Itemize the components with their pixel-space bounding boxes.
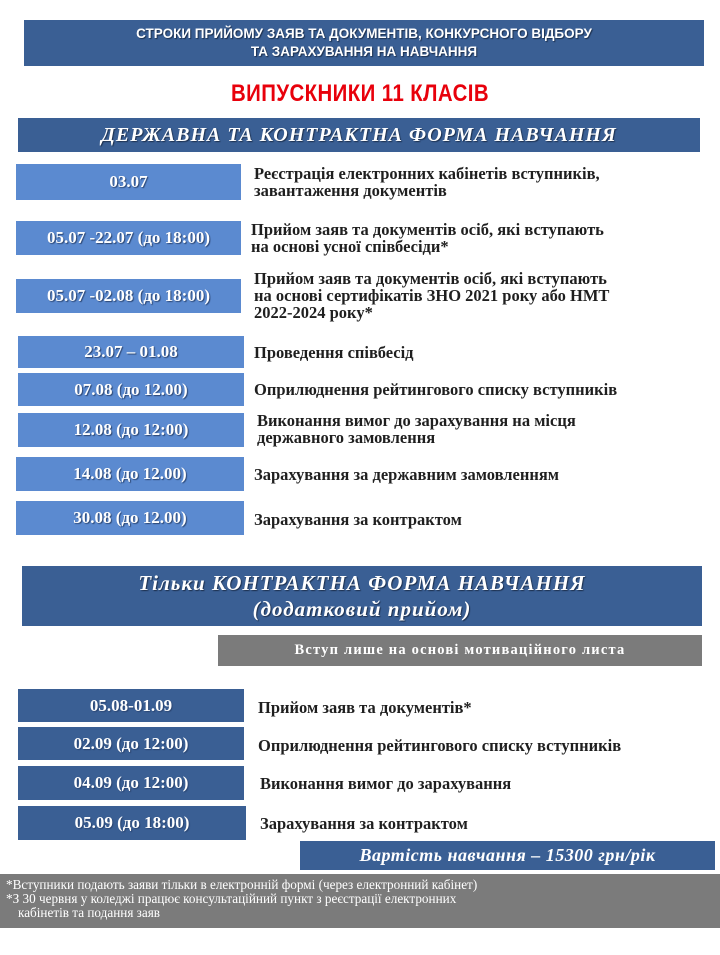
- page-header: [24, 20, 704, 66]
- schedule-description: Прийом заяв та документів*: [258, 698, 472, 717]
- schedule-description: [254, 466, 714, 483]
- section-contract-only-title: [22, 566, 702, 626]
- description-line: на основі усної співбесіди*: [251, 237, 449, 256]
- description-line: завантаження документів: [254, 181, 447, 200]
- date-box: 05.08-01.09: [18, 689, 244, 722]
- description-line: Прийом заяв та документів осіб, які вступають: [254, 269, 607, 288]
- schedule-description: Зарахування за контрактом: [260, 814, 468, 833]
- footnotes: [0, 874, 720, 928]
- description-line: Зарахування за контрактом: [254, 510, 462, 529]
- schedule-description: [254, 270, 716, 321]
- section-title-line-2: (додатковий прийом): [252, 597, 472, 621]
- date-box: 05.07 -02.08 (до 18:00): [16, 279, 241, 313]
- header-line-2: ТА ЗАРАХУВАННЯ НА НАВЧАННЯ: [250, 44, 478, 59]
- description-line: Проведення співбесід: [254, 343, 414, 362]
- schedule-description: [257, 412, 717, 446]
- description-line: Оприлюднення рейтингового списку вступників: [254, 380, 618, 399]
- schedule-description: [254, 344, 714, 361]
- date-box: 14.08 (до 12.00): [16, 457, 244, 491]
- date-box: 05.07 -22.07 (до 18:00): [16, 221, 241, 255]
- schedule-description: [254, 165, 714, 199]
- schedule-description: [254, 511, 714, 528]
- footnote-1: *Вступники подають заяви тільки в електронній формі (через електронний кабінет): [6, 877, 478, 892]
- description-line: державного замовлення: [257, 428, 436, 447]
- description-line: Реєстрація електронних кабінетів вступників,: [254, 164, 600, 183]
- date-box: 05.09 (до 18:00): [18, 806, 246, 840]
- schedule-description: [251, 221, 716, 255]
- motivation-letter-note: Вступ лише на основі мотиваційного листа: [218, 635, 702, 666]
- date-box: 07.08 (до 12.00): [18, 373, 244, 406]
- date-box: 04.09 (до 12:00): [18, 766, 244, 800]
- description-line: Виконання вимог до зарахування на місця: [257, 411, 576, 430]
- schedule-description: Виконання вимог до зарахування: [260, 774, 512, 793]
- description-line: 2022-2024 року*: [254, 303, 373, 322]
- footnote-2: *З 30 червня у коледжі працює консультаційний пункт з реєстрації електронних: [6, 891, 457, 906]
- date-box: 12.08 (до 12:00): [18, 413, 244, 447]
- date-box: 23.07 – 01.08: [18, 336, 244, 368]
- header-line-1: СТРОКИ ПРИЙОМУ ЗАЯВ ТА ДОКУМЕНТІВ, КОНКУРСНОГО ВІДБОРУ: [136, 26, 592, 41]
- description-line: на основі сертифікатів ЗНО 2021 року або НМТ: [254, 286, 610, 305]
- schedule-description: [254, 381, 714, 398]
- tuition-price: Вартість навчання – 15300 грн/рік: [300, 841, 715, 870]
- footnote-2-continued: кабінетів та подання заяв: [18, 905, 161, 920]
- date-box: 30.08 (до 12.00): [16, 501, 244, 535]
- date-box: 02.09 (до 12:00): [18, 727, 244, 760]
- section-title-line-1: Тільки КОНТРАКТНА ФОРМА НАВЧАННЯ: [138, 571, 586, 595]
- description-line: Зарахування за державним замовленням: [254, 465, 560, 484]
- section-state-contract-title: ДЕРЖАВНА ТА КОНТРАКТНА ФОРМА НАВЧАННЯ: [18, 118, 700, 152]
- graduates-title: ВИПУСКНИКИ 11 КЛАСІВ: [231, 80, 489, 107]
- schedule-description: Оприлюднення рейтингового списку вступників: [258, 736, 622, 755]
- date-box: 03.07: [16, 164, 241, 200]
- description-line: Прийом заяв та документів осіб, які вступають: [251, 220, 604, 239]
